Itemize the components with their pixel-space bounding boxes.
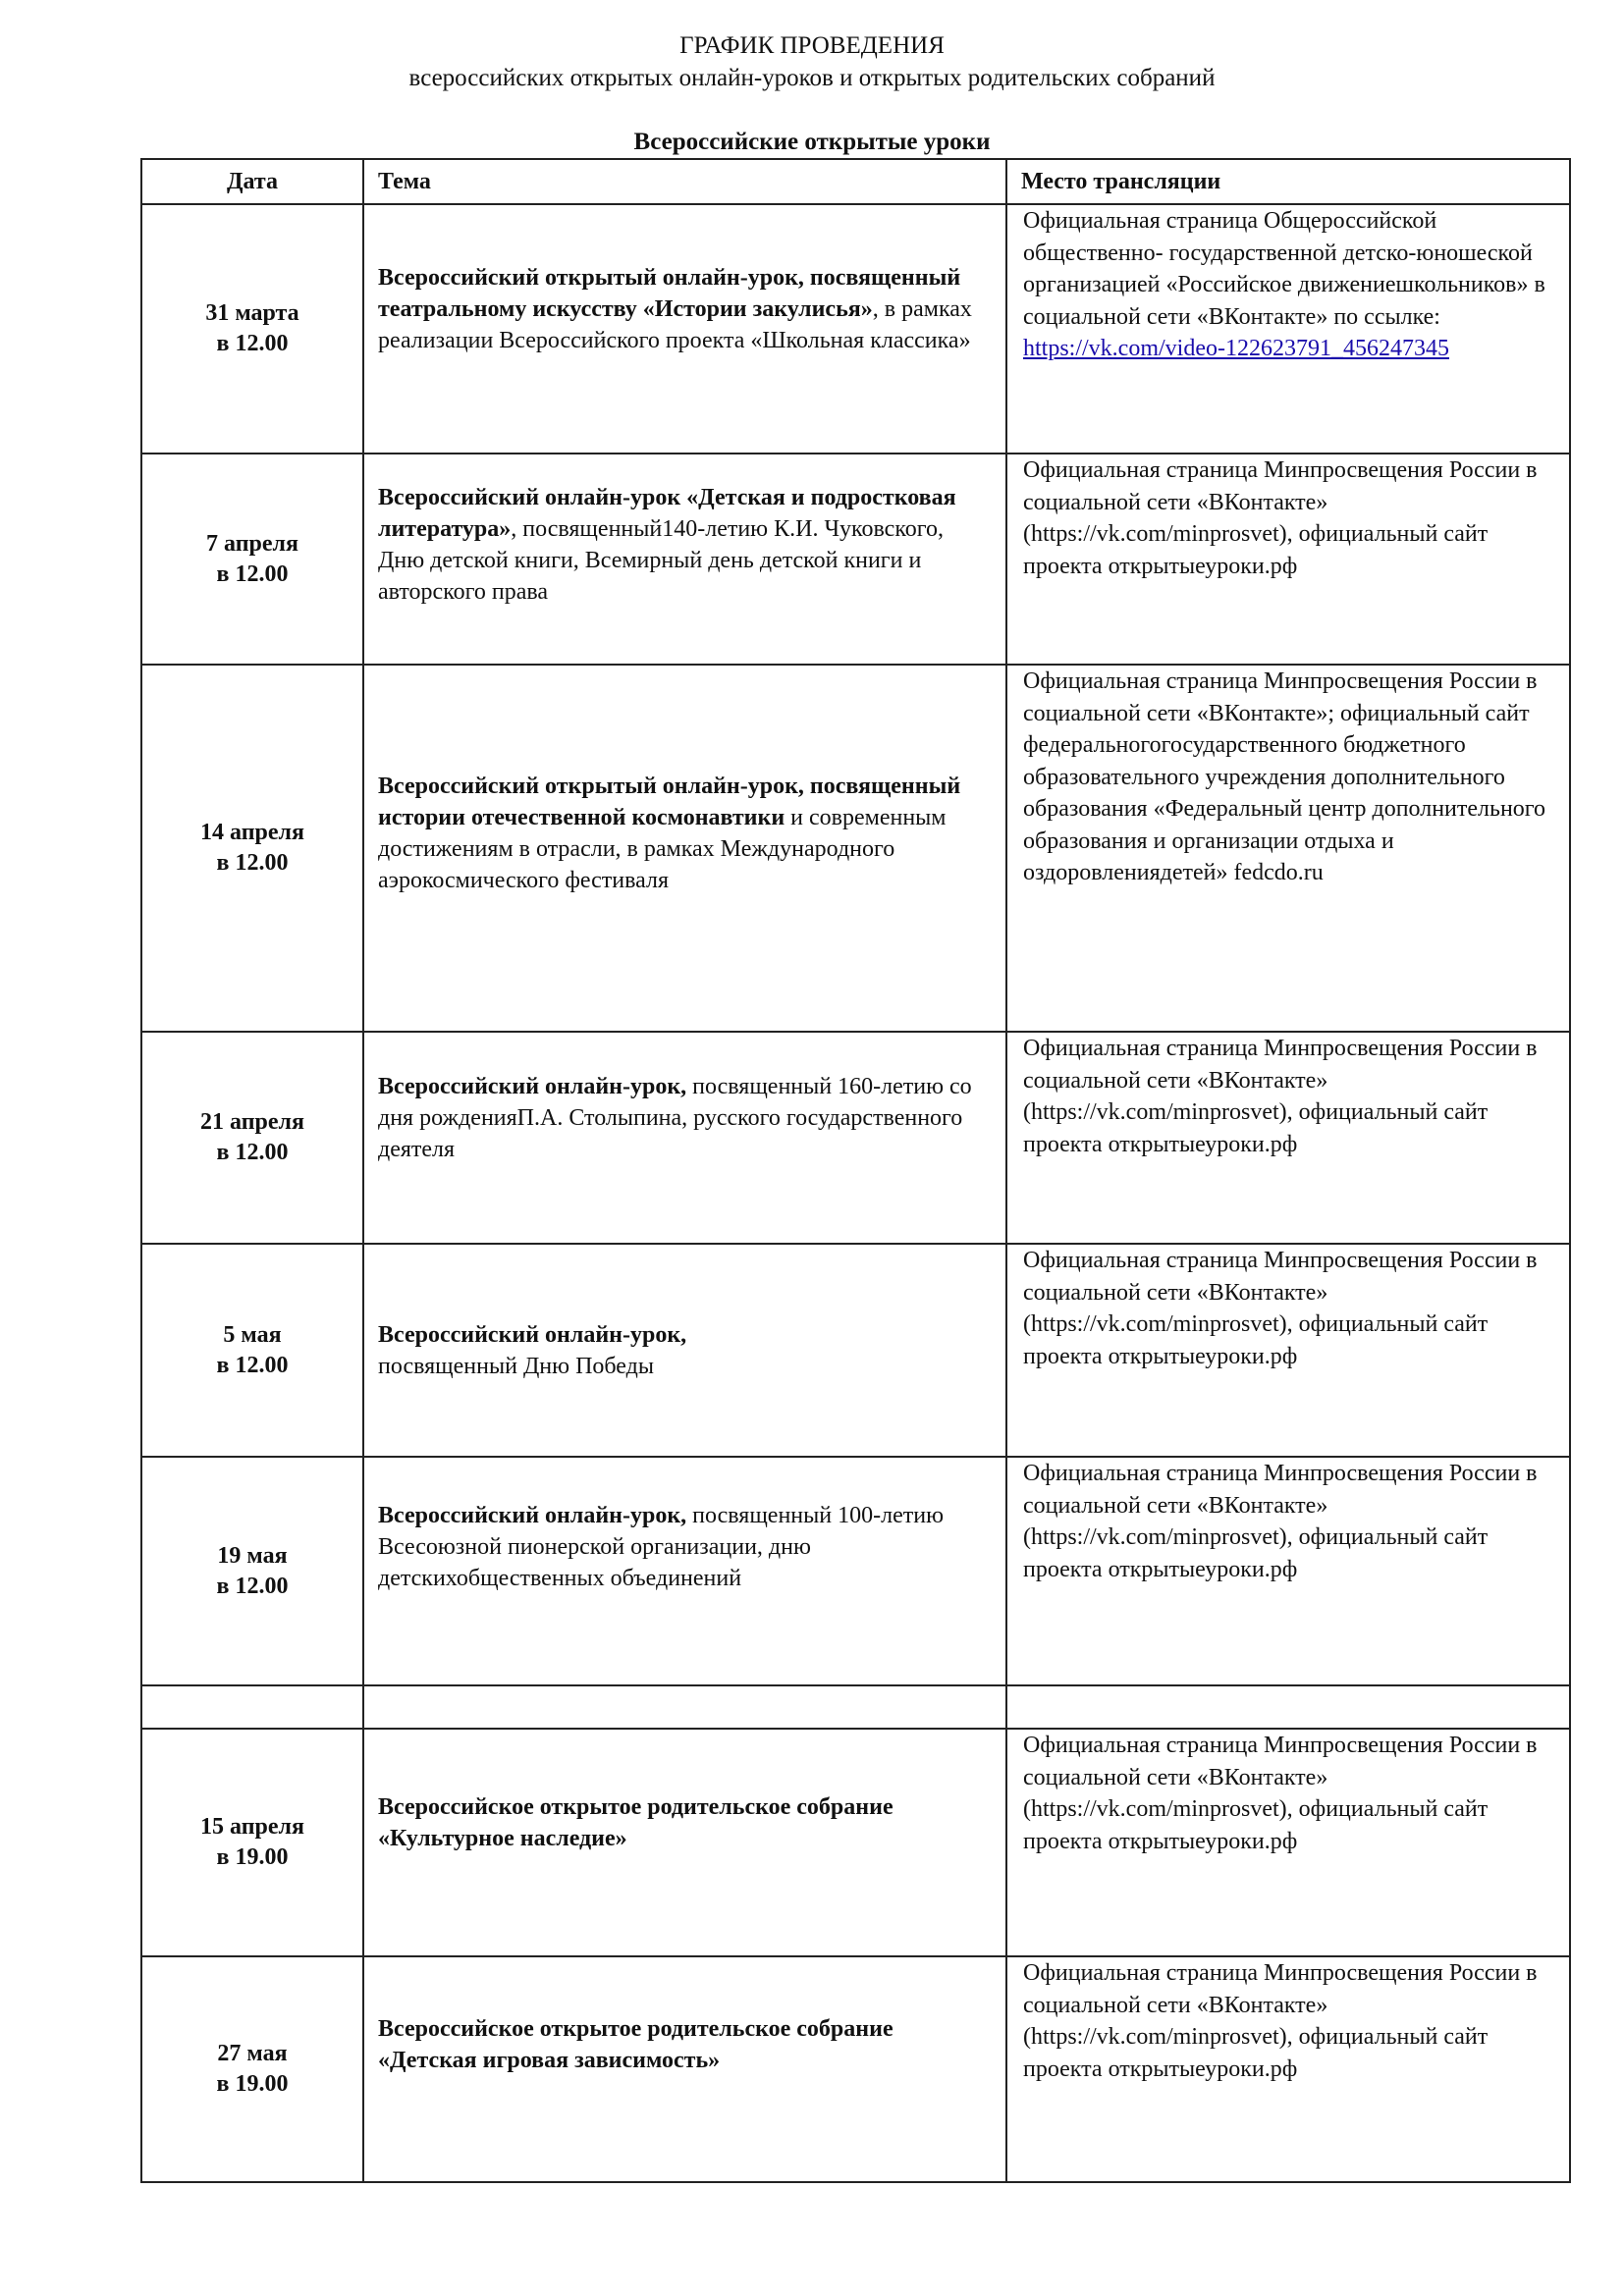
place-cell: [1006, 1956, 1570, 2182]
event-date: 14 апреля: [200, 820, 304, 845]
topic-cell: [363, 1032, 1006, 1244]
place-cell: [1006, 1032, 1570, 1244]
event-time: в 12.00: [216, 561, 289, 587]
place-cell: [1006, 204, 1570, 454]
empty-cell: [141, 1685, 363, 1729]
table-row: [141, 1244, 1570, 1457]
table-header-row: [141, 159, 1570, 204]
topic-bold: Всероссийский онлайн-урок,: [378, 1074, 687, 1099]
place-text: Официальная страница Общероссийской общественно- государственной детско-юношеской организацией «Российское движениешкольников» в социальной сети «ВКонтакте» по ссылке:: [1023, 208, 1545, 330]
topic-bold: Всероссийский открытый онлайн-урок, посвященный театральному искусству «Истории закулисья»: [378, 265, 961, 322]
place-text: Официальная страница Минпросвещения России в социальной сети «ВКонтакте» (https://vk.com/minprosvet), официальный сайт проекта открытыеуроки.рф: [1023, 1036, 1538, 1157]
date-cell: [141, 204, 363, 454]
topic-bold: Всероссийский онлайн-урок,: [378, 1321, 687, 1348]
topic-text: посвященный 100-летию Всесоюзной пионерской организации, дню детскихобщественных объединений: [378, 1502, 944, 1591]
topic-bold: Всероссийский онлайн-урок,: [378, 1502, 687, 1528]
event-time: в 12.00: [216, 331, 289, 356]
vk-video-link[interactable]: https://vk.com/video-122623791_456247345: [1023, 336, 1449, 361]
empty-cell: [1006, 1685, 1570, 1729]
table-row: [141, 665, 1570, 1032]
topic-cell: [363, 454, 1006, 665]
event-time: в 12.00: [216, 1352, 289, 1378]
table-row: [141, 1729, 1570, 1956]
event-date: 19 мая: [217, 1542, 288, 1569]
topic-text: и современным достижениям в отрасли, в рамках Международного аэрокосмического фестиваля: [378, 805, 947, 893]
topic-text: , посвященный140-летию К.И. Чуковского, Дню детской книги, Всемирный день детской книги и авторского права: [378, 515, 945, 605]
event-date: 27 мая: [217, 2041, 288, 2066]
date-cell: [141, 1729, 363, 1956]
event-date: 21 апреля: [200, 1109, 304, 1135]
column-header-place: Место трансляции: [1006, 159, 1570, 204]
topic-bold: Всероссийское открытое родительское собрание «Культурное наследие»: [378, 1794, 893, 1851]
topic-text: , в рамках реализации Всероссийского проекта «Школьная классика»: [378, 296, 972, 353]
place-text: Официальная страница Минпросвещения России в социальной сети «ВКонтакте» (https://vk.com/minprosvet), официальный сайт проекта открытыеуроки.рф: [1023, 1733, 1538, 1854]
topic-cell: [363, 665, 1006, 1032]
table-row: [141, 1956, 1570, 2182]
place-text: Официальная страница Минпросвещения России в социальной сети «ВКонтакте»; официальный сайт федеральногогосударственного бюджетного образовательного учреждения дополнительного образования «Федеральный центр дополнительного образования и организации отдыха и оздоровлениядетей» fedcdo.ru: [1023, 668, 1546, 885]
place-cell: [1006, 1457, 1570, 1685]
section-title: Всероссийские открытые уроки: [633, 129, 991, 155]
place-text: Официальная страница Минпросвещения России в социальной сети «ВКонтакте» (https://vk.com/minprosvet), официальный сайт проекта открытыеуроки.рф: [1023, 457, 1538, 579]
event-date: 5 мая: [223, 1321, 282, 1348]
column-header-date: Дата: [141, 159, 363, 204]
topic-text: посвященный 160-летию со дня рожденияП.А. Столыпина, русского государственного деятеля: [378, 1074, 972, 1162]
schedule-table: [140, 158, 1571, 2183]
table-row: [141, 454, 1570, 665]
topic-bold: Всероссийский онлайн-урок «Детская и подростковая литература»: [378, 484, 956, 542]
topic-bold: Всероссийское открытое родительское собрание «Детская игровая зависимость»: [378, 2016, 893, 2073]
place-cell: [1006, 454, 1570, 665]
topic-cell: [363, 204, 1006, 454]
place-cell: [1006, 1729, 1570, 1956]
event-time: в 12.00: [216, 1140, 289, 1165]
event-date: 7 апреля: [206, 530, 298, 557]
topic-bold: Всероссийский открытый онлайн-урок, посвященный истории отечественной космонавтики: [378, 774, 961, 830]
event-time: в 19.00: [216, 1844, 289, 1870]
document-subtitle: всероссийских открытых онлайн-уроков и открытых родительских собраний: [408, 65, 1216, 91]
place-text: Официальная страница Минпросвещения России в социальной сети «ВКонтакте» (https://vk.com/minprosvet), официальный сайт проекта открытыеуроки.рф: [1023, 1960, 1538, 2082]
date-cell: [141, 1457, 363, 1685]
date-cell: [141, 454, 363, 665]
topic-cell: [363, 1956, 1006, 2182]
topic-cell: [363, 1244, 1006, 1457]
event-time: в 12.00: [216, 850, 289, 876]
topic-cell: [363, 1457, 1006, 1685]
date-cell: [141, 1956, 363, 2182]
document-title: ГРАФИК ПРОВЕДЕНИЯ: [679, 32, 945, 59]
topic-text: посвященный Дню Победы: [378, 1353, 654, 1379]
empty-cell: [363, 1685, 1006, 1729]
place-cell: [1006, 665, 1570, 1032]
table-row: [141, 204, 1570, 454]
column-header-topic: Тема: [363, 159, 1006, 204]
empty-separator-row: [141, 1685, 1570, 1729]
date-cell: [141, 1032, 363, 1244]
place-text: Официальная страница Минпросвещения России в социальной сети «ВКонтакте» (https://vk.com/minprosvet), официальный сайт проекта открытыеуроки.рф: [1023, 1248, 1538, 1369]
event-time: в 19.00: [216, 2071, 289, 2097]
date-cell: [141, 1244, 363, 1457]
place-text: Официальная страница Минпросвещения России в социальной сети «ВКонтакте» (https://vk.com/minprosvet), официальный сайт проекта открытыеуроки.рф: [1023, 1461, 1538, 1582]
date-cell: [141, 665, 363, 1032]
place-cell: [1006, 1244, 1570, 1457]
table-row: [141, 1457, 1570, 1685]
event-date: 31 марта: [205, 300, 299, 326]
event-time: в 12.00: [216, 1573, 289, 1599]
topic-cell: [363, 1729, 1006, 1956]
table-row: [141, 1032, 1570, 1244]
event-date: 15 апреля: [200, 1814, 304, 1840]
